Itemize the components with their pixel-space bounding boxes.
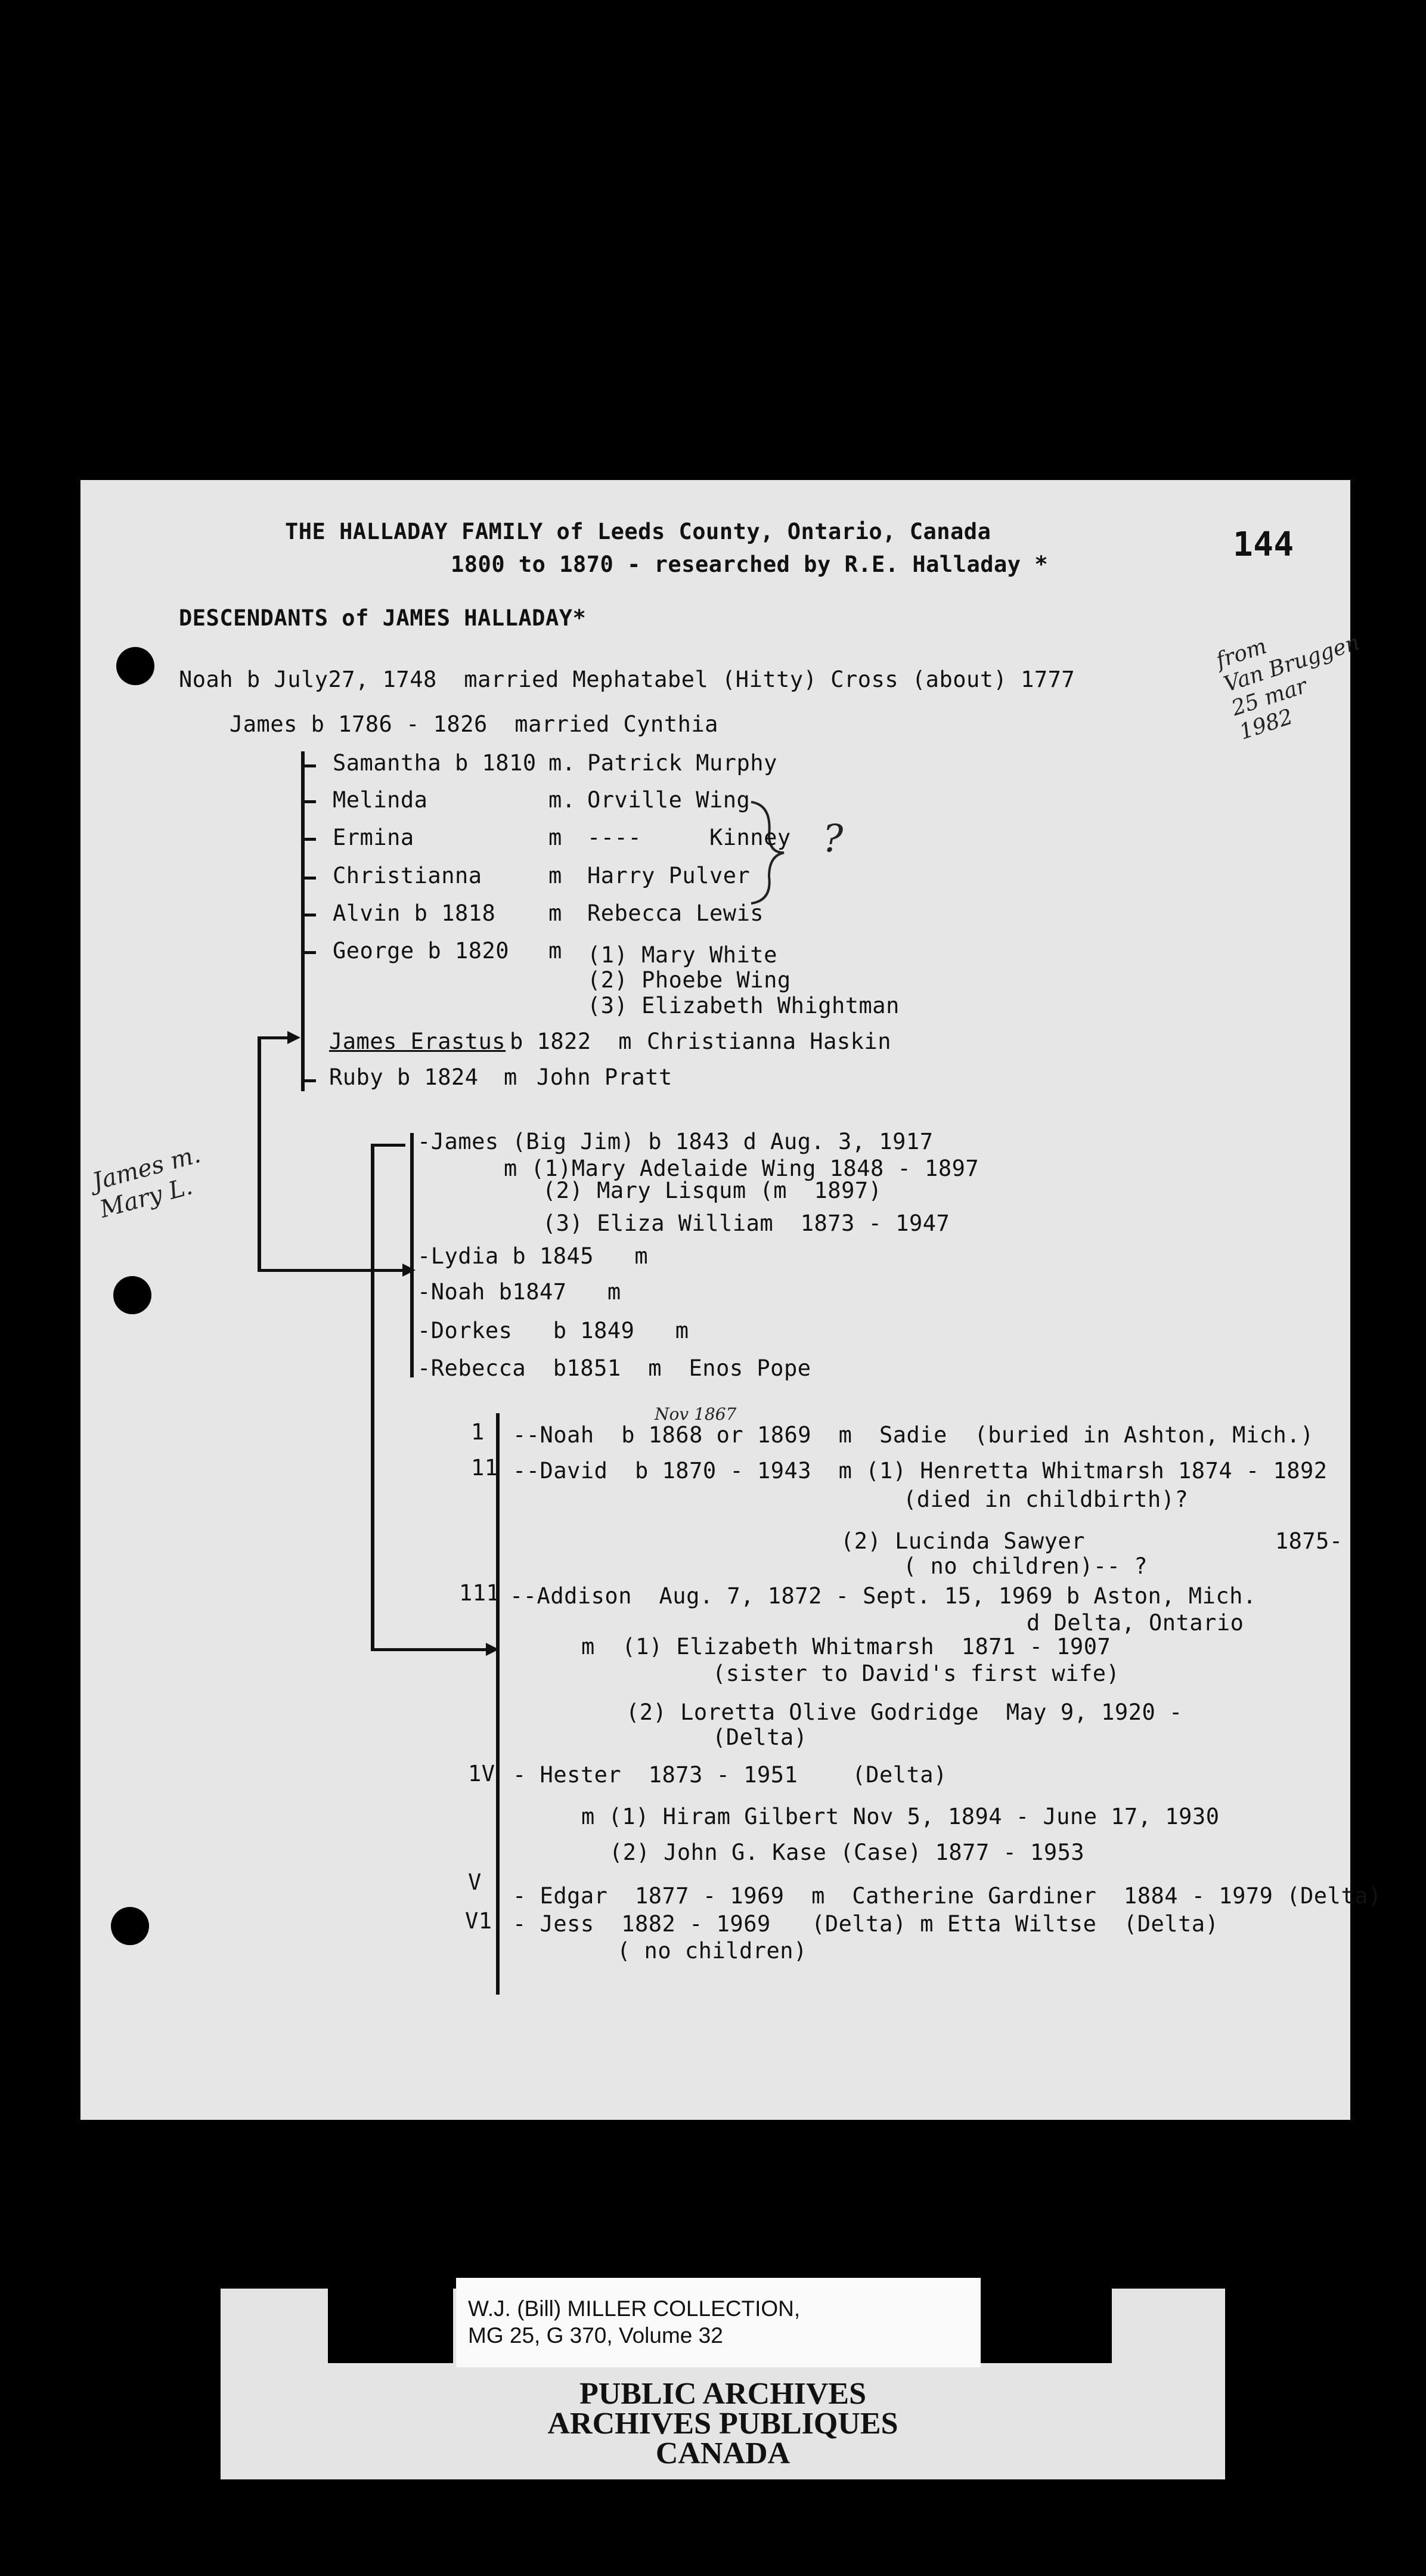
gen2-m: m [548, 938, 562, 964]
gen3-line-marriage2: (2) Mary Lisqum (m 1897) [542, 1178, 882, 1203]
gen2-spouse: Orville Wing [587, 787, 751, 813]
gen3-line-marriage3: (3) Eliza William 1873 - 1947 [542, 1210, 950, 1236]
gen4-line: (2) Lucinda Sawyer 1875- [841, 1528, 1343, 1554]
gen4-line: ( no children) [617, 1938, 807, 1964]
gen4-line: --Addison Aug. 7, 1872 - Sept. 15, 1969 b Aston, Mich. [510, 1583, 1257, 1609]
gen3-line-lydia: -Lydia b 1845 m [417, 1243, 649, 1269]
gen2-spouse: John Pratt [537, 1064, 672, 1090]
gen4-num: V [468, 1869, 482, 1895]
gen2-tick-samantha [301, 764, 316, 767]
section-heading: DESCENDANTS of JAMES HALLADAY* [179, 605, 587, 631]
stamp-notch-right [981, 2289, 1112, 2363]
gen4-line: - Hester 1873 - 1951 (Delta) [513, 1762, 947, 1788]
gen3-branch-line [371, 1144, 374, 1651]
gen4-line: m (1) Hiram Gilbert Nov 5, 1894 - June 17, 1930 [581, 1804, 1220, 1829]
document-title-line2: 1800 to 1870 - researched by R.E. Halladay * [451, 552, 1049, 577]
gen2-spouse: Rebecca Lewis [587, 900, 764, 926]
gen2-m: m [548, 825, 562, 850]
bracket-mark [748, 799, 790, 906]
gen4-line: m (1) Elizabeth Whitmarsh 1871 - 1907 [581, 1634, 1111, 1659]
punch-hole-top [116, 647, 154, 685]
gen4-line: (died in childbirth)? [903, 1487, 1189, 1512]
handwritten-margin-note: James m. Mary L. [89, 1140, 204, 1224]
arrowhead-james-erastus [287, 1031, 302, 1045]
gen2-name: Samantha b 1810 [333, 750, 537, 776]
gen2-spouse: ---- Kinney [587, 825, 791, 850]
gen2-spouse: Harry Pulver [587, 863, 751, 888]
gen2-name: Christianna [333, 863, 482, 888]
gen2-m: m [548, 863, 562, 888]
gen2-name: Ermina [333, 825, 414, 850]
gen2-spouse: (1) Mary White [587, 942, 777, 968]
gen2-name-james-erastus: James Erastus [329, 1029, 506, 1054]
gen3-top-arrow [373, 1144, 405, 1147]
gen4-num: 111 [459, 1580, 500, 1606]
gen4-num: V1 [465, 1908, 492, 1934]
collection-label-line2: MG 25, G 370, Volume 32 [468, 2323, 723, 2348]
gen4-vertical-line [496, 1413, 500, 1995]
gen2-m: b 1822 m [510, 1029, 632, 1054]
gen2-m: m. [548, 750, 576, 776]
branch-line-left [258, 1036, 261, 1272]
gen4-line: - Edgar 1877 - 1969 m Catherine Gardiner 1884 - 1979 (Delta) [513, 1883, 1382, 1909]
gen2-spouse: Patrick Murphy [587, 750, 777, 776]
gen2-tick-melinda [301, 800, 316, 803]
gen2-spouse: Christianna Haskin [647, 1029, 891, 1054]
gen2-spouse: (3) Elizabeth Whightman [587, 993, 900, 1018]
handwritten-question-mark: ? [823, 817, 844, 861]
gen4-line: --David b 1870 - 1943 m (1) Henretta Whitmarsh 1874 - 1892 [513, 1458, 1328, 1484]
gen2-name: George b 1820 [333, 938, 510, 964]
gen3-line-noah: -Noah b1847 m [417, 1279, 621, 1305]
gen3-line-rebecca: -Rebecca b1851 m Enos Pope [417, 1355, 811, 1381]
gen4-num: 1 [471, 1419, 485, 1445]
gen2-tick-george [301, 951, 316, 954]
handwritten-source-note: from Van Bruggen 25 mar 1982 [1213, 630, 1363, 745]
gen2-tick-alvin [301, 914, 316, 917]
gen3-line-marriage1: m (1)Mary Adelaide Wing 1848 - 1897 [504, 1156, 979, 1181]
gen4-num: 1V [468, 1761, 495, 1787]
gen2-m: m. [548, 787, 576, 813]
stamp-notch-left [328, 2289, 453, 2363]
gen3-line-james: -James (Big Jim) b 1843 d Aug. 3, 1917 [417, 1129, 934, 1154]
gen4-num: 11 [471, 1455, 498, 1481]
gen4-line: --Noah b 1868 or 1869 m Sadie (buried in Ashton, Mich.) [513, 1422, 1314, 1448]
gen4-line: - Jess 1882 - 1969 (Delta) m Etta Wiltse (Delta) [513, 1911, 1219, 1937]
stamp-line3: CANADA [655, 2436, 790, 2470]
gen2-name: Melinda [333, 787, 428, 813]
gen2-name: Alvin b 1818 [333, 900, 496, 926]
gen3-vertical-line [410, 1133, 414, 1377]
gen4-line: (2) Loretta Olive Godridge May 9, 1920 - [626, 1699, 1183, 1725]
collection-label-line1: W.J. (Bill) MILLER COLLECTION, [468, 2296, 801, 2321]
page-number: 144 [1233, 525, 1294, 564]
gen2-m: m [548, 900, 562, 926]
punch-hole-middle [113, 1276, 151, 1314]
handwritten-correction: Nov 1867 [655, 1404, 737, 1424]
document-title-line1: THE HALLADAY FAMILY of Leeds County, Ontario, Canada [285, 519, 991, 544]
gen2-tick-christianna [301, 877, 316, 880]
ancestor-line-james: James b 1786 - 1826 married Cynthia [230, 711, 718, 737]
arrow-to-gen4 [371, 1648, 490, 1651]
arrow-to-gen3 [258, 1269, 405, 1272]
ancestor-line-noah: Noah b July27, 1748 married Mephatabel (Hitty) Cross (about) 1777 [179, 667, 1075, 692]
gen4-line: (sister to David's first wife) [712, 1661, 1120, 1686]
punch-hole-bottom [111, 1907, 149, 1945]
gen2-tick-ermina [301, 838, 316, 841]
arrowhead-gen3 [402, 1264, 417, 1278]
gen4-line: d Delta, Ontario [1027, 1610, 1244, 1636]
gen4-line: (Delta) [712, 1724, 808, 1750]
stamp-line2: ARCHIVES PUBLIQUES [547, 2407, 898, 2441]
gen2-spouse: (2) Phoebe Wing [587, 967, 791, 993]
gen4-line: (2) John G. Kase (Case) 1877 - 1953 [609, 1840, 1085, 1865]
stamp-line1: PUBLIC ARCHIVES [579, 2377, 867, 2411]
gen2-m: m [504, 1064, 517, 1090]
gen2-tick-ruby [301, 1079, 316, 1082]
gen3-line-dorkes: -Dorkes b 1849 m [417, 1318, 689, 1343]
collection-label [456, 2278, 981, 2367]
gen2-name: Ruby b 1824 [329, 1064, 479, 1090]
gen4-line: ( no children)-- ? [903, 1553, 1148, 1579]
